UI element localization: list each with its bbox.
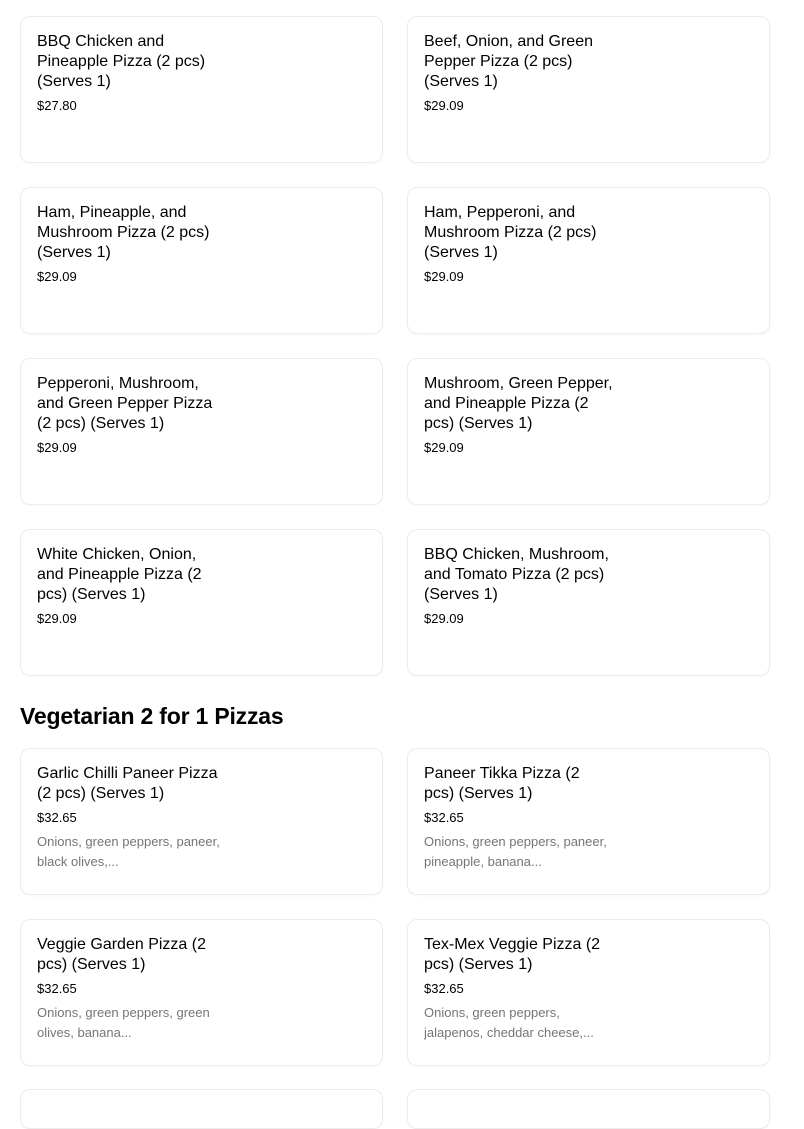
menu-item-title: Veggie Garden Pizza (2 pcs) (Serves 1) — [37, 936, 206, 973]
menu-item-description: Onions, green peppers, paneer, pineapple, banana... — [424, 834, 607, 869]
menu-item-card[interactable] — [407, 748, 770, 895]
menu-item-price: $29.09 — [424, 440, 464, 455]
menu-item-price: $32.65 — [424, 981, 464, 996]
menu-item-price: $29.09 — [424, 98, 464, 113]
menu-item-description: Onions, green peppers, paneer, black olives,... — [37, 834, 220, 869]
menu-item-title: Tex-Mex Veggie Pizza (2 pcs) (Serves 1) — [424, 936, 601, 973]
menu-item-price: $29.09 — [424, 269, 464, 284]
partial-cards-row — [20, 1089, 770, 1129]
menu-item-price: $29.09 — [37, 611, 77, 626]
menu-item-title: BBQ Chicken, Mushroom, and Tomato Pizza (2 pcs) (Serves 1) — [424, 546, 609, 603]
menu-item-description: Onions, green peppers, jalapenos, cheddar cheese,... — [424, 1005, 594, 1040]
menu-item-card[interactable] — [20, 358, 383, 505]
menu-item-description: Onions, green peppers, green olives, banana... — [37, 1005, 210, 1040]
menu-item-price: $32.65 — [37, 810, 77, 825]
menu-item-title: Ham, Pepperoni, and Mushroom Pizza (2 pcs) (Serves 1) — [424, 204, 597, 261]
menu-item-card-partial[interactable] — [407, 1089, 770, 1129]
menu-item-price: $29.09 — [37, 269, 77, 284]
menu-item-card[interactable] — [20, 529, 383, 676]
menu-item-price: $29.09 — [424, 611, 464, 626]
menu-item-price: $32.65 — [424, 810, 464, 825]
menu-item-title: Garlic Chilli Paneer Pizza (2 pcs) (Serves 1) — [37, 765, 218, 802]
menu-item-card-partial[interactable] — [20, 1089, 383, 1129]
menu-item-card[interactable] — [407, 529, 770, 676]
menu-item-card[interactable] — [20, 748, 383, 895]
menu-item-card[interactable] — [20, 919, 383, 1066]
menu-item-card[interactable] — [407, 187, 770, 334]
menu-item-card[interactable] — [407, 16, 770, 163]
menu-item-card[interactable] — [407, 919, 770, 1066]
menu-items-grid — [20, 16, 770, 676]
section-heading-vegetarian: Vegetarian 2 for 1 Pizzas — [20, 703, 284, 729]
menu-item-title: Beef, Onion, and Green Pepper Pizza (2 pcs) (Serves 1) — [424, 33, 593, 90]
menu-item-title: Pepperoni, Mushroom, and Green Pepper Pizza (2 pcs) (Serves 1) — [37, 375, 213, 432]
menu-item-title: BBQ Chicken and Pineapple Pizza (2 pcs) (Serves 1) — [37, 33, 206, 90]
menu-item-title: White Chicken, Onion, and Pineapple Pizza (2 pcs) (Serves 1) — [37, 546, 202, 603]
menu-item-title: Paneer Tikka Pizza (2 pcs) (Serves 1) — [424, 765, 580, 802]
menu-item-card[interactable] — [407, 358, 770, 505]
menu-item-title: Ham, Pineapple, and Mushroom Pizza (2 pcs) (Serves 1) — [37, 204, 210, 261]
vegetarian-items-grid — [20, 748, 770, 1066]
menu-item-card[interactable] — [20, 187, 383, 334]
menu-item-card[interactable] — [20, 16, 383, 163]
menu-item-price: $27.80 — [37, 98, 77, 113]
menu-item-price: $29.09 — [37, 440, 77, 455]
menu-item-price: $32.65 — [37, 981, 77, 996]
menu-item-title: Mushroom, Green Pepper, and Pineapple Pizza (2 pcs) (Serves 1) — [424, 375, 613, 432]
